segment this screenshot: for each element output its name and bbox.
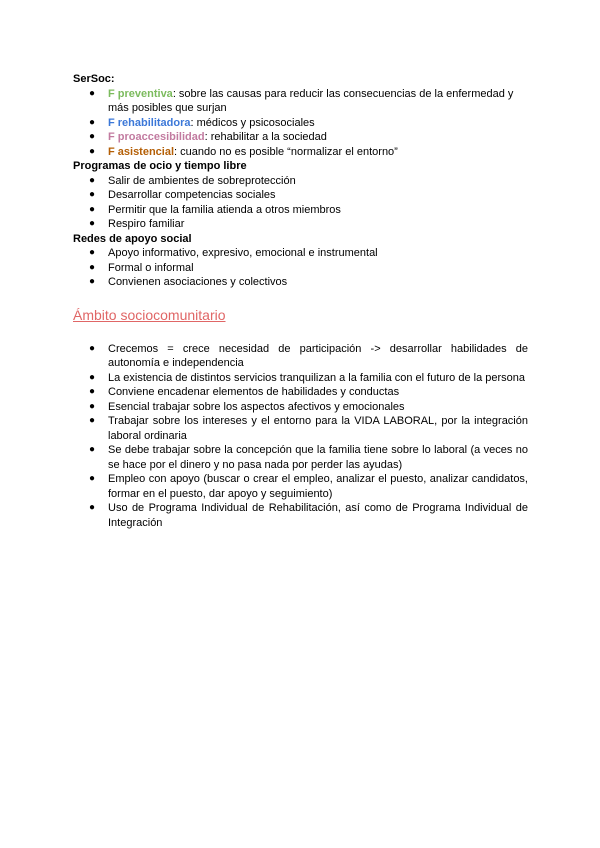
list-item <box>73 246 528 261</box>
sersoc-list <box>73 87 528 160</box>
bullet-icon: ● <box>89 502 96 513</box>
list-item <box>73 501 528 530</box>
bullet-icon: ● <box>89 116 96 128</box>
bullet-icon: ● <box>89 444 96 455</box>
term-asistencial: F asistencial <box>108 145 175 158</box>
list-item-text: Formal o informal <box>108 261 194 274</box>
ambito-list <box>73 342 528 531</box>
list-item-text: Trabajar sobre los intereses y el entorno para la VIDA LABORAL, por la integración laboral ordinaria <box>108 415 528 442</box>
bullet-icon: ● <box>89 203 96 215</box>
document-page <box>73 72 528 530</box>
section-title-ambito: Ámbito sociocomunitario <box>73 306 226 323</box>
redes-heading: Redes de apoyo social <box>73 232 192 245</box>
list-item <box>73 400 528 415</box>
list-item-text: Respiro familiar <box>108 218 185 230</box>
list-item-text: Convienen asociaciones y colectivos <box>108 276 288 288</box>
bullet-icon: ● <box>89 261 96 273</box>
ocio-list <box>73 174 528 232</box>
list-item-text: : rehabilitar a la sociedad <box>204 131 327 143</box>
bullet-icon: ● <box>89 386 96 397</box>
list-item-text: Apoyo informativo, expresivo, emocional e instrumental <box>108 247 378 259</box>
bullet-icon: ● <box>89 371 96 383</box>
list-item-text: Crecemos = crece necesidad de participación -> desarrollar habilidades de autonomía e independencia <box>108 342 528 369</box>
bullet-icon: ● <box>89 87 96 99</box>
list-item-text: : sobre las causas para reducir las consecuencias de la enfermedad y más posibles que surjan <box>108 87 514 114</box>
list-item <box>73 414 528 443</box>
list-item-text: La existencia de distintos servicios tranquilizan a la familia con el futuro de la persona <box>108 371 526 384</box>
bullet-icon: ● <box>89 145 96 157</box>
list-item <box>73 385 528 400</box>
list-item-text: Salir de ambientes de sobreprotección <box>108 174 296 187</box>
list-item <box>73 443 528 472</box>
list-item <box>73 174 528 189</box>
list-item-text: Se debe trabajar sobre la concepción que la familia tiene sobre lo laboral (a veces no se hace por el dinero y no pasa nada por perder las ayudas) <box>108 444 528 471</box>
list-item <box>73 145 528 160</box>
term-proaccesibilidad: F proaccesibilidad <box>108 131 205 143</box>
redes-list <box>73 246 528 290</box>
bullet-icon: ● <box>89 131 96 142</box>
list-item-text: Uso de Programa Individual de Rehabilitación, así como de Programa Individual de Integración <box>108 502 528 529</box>
term-preventiva: F preventiva <box>108 87 173 100</box>
ocio-heading: Programas de ocio y tiempo libre <box>73 160 247 172</box>
list-item <box>73 130 528 145</box>
bullet-icon: ● <box>89 400 96 412</box>
list-item-text: Desarrollar competencias sociales <box>108 189 276 201</box>
list-item <box>73 472 528 501</box>
list-item-text: Conviene encadenar elementos de habilidades y conductas <box>108 386 400 398</box>
bullet-icon: ● <box>89 189 96 200</box>
list-item-text: Empleo con apoyo (buscar o crear el empleo, analizar el puesto, analizar candidatos, formar en el puesto, dar apoyo y seguimiento) <box>108 473 528 500</box>
list-item <box>73 275 528 290</box>
list-item <box>73 371 528 386</box>
list-item <box>73 188 528 203</box>
list-item-text: : cuando no es posible “normalizar el entorno” <box>174 145 398 158</box>
bullet-icon: ● <box>89 218 96 229</box>
bullet-icon: ● <box>89 247 96 258</box>
bullet-icon: ● <box>89 342 96 354</box>
term-rehabilitadora: F rehabilitadora <box>108 116 191 129</box>
sersoc-heading: SerSoc: <box>73 73 115 85</box>
list-item <box>73 261 528 276</box>
list-item-text: Permitir que la familia atienda a otros miembros <box>108 203 341 216</box>
bullet-icon: ● <box>89 174 96 186</box>
list-item <box>73 342 528 371</box>
bullet-icon: ● <box>89 473 96 484</box>
bullet-icon: ● <box>89 415 96 426</box>
bullet-icon: ● <box>89 276 96 287</box>
list-item <box>73 203 528 218</box>
list-item <box>73 87 528 116</box>
list-item-text: Esencial trabajar sobre los aspectos afectivos y emocionales <box>108 400 405 413</box>
list-item-text: : médicos y psicosociales <box>190 116 315 129</box>
list-item <box>73 217 528 232</box>
list-item <box>73 116 528 131</box>
